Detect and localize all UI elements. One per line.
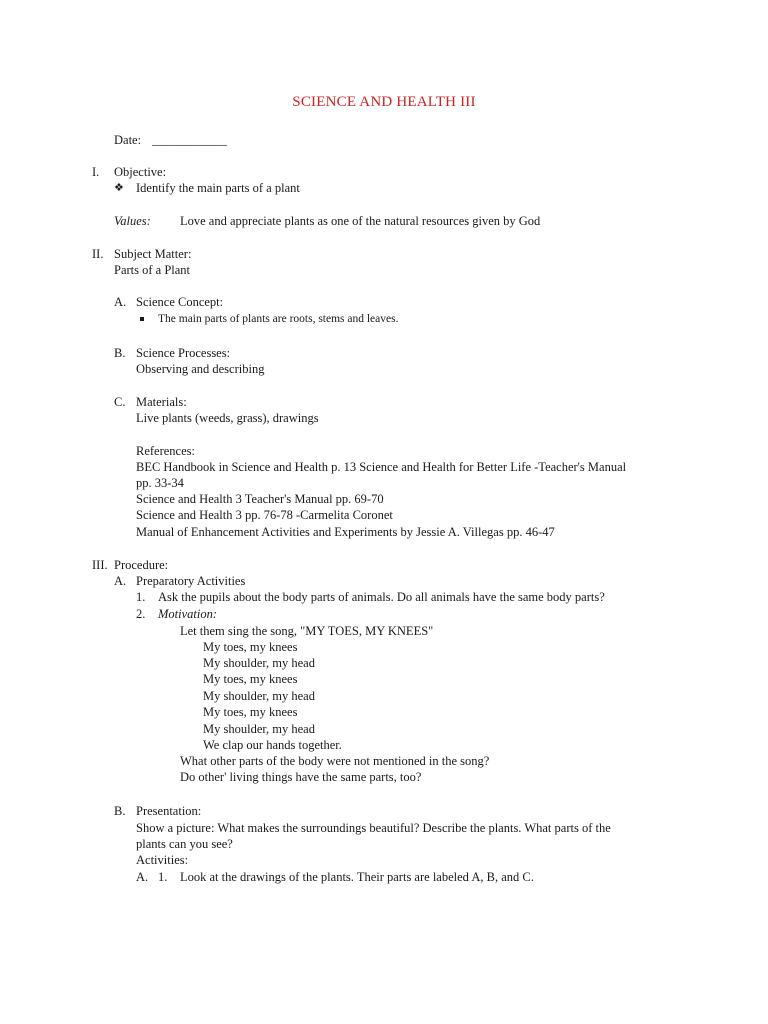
presentation-text: plants can you see? bbox=[136, 837, 233, 851]
activity-text: Look at the drawings of the plants. Their parts are labeled A, B, and C. bbox=[180, 870, 534, 884]
presentation-heading: Presentation: bbox=[136, 804, 202, 818]
motivation-label: Motivation: bbox=[158, 607, 218, 621]
reference-line: Science and Health 3 Teacher's Manual pp. 69-70 bbox=[136, 492, 384, 506]
square-bullet-icon bbox=[140, 311, 148, 327]
document-title: SCIENCE AND HEALTH III bbox=[292, 94, 476, 110]
follow-up-question: Do other' living things have the same parts, too? bbox=[180, 770, 422, 784]
song-line: My toes, my knees bbox=[203, 640, 298, 654]
section-number-subject-matter: II. bbox=[92, 247, 104, 261]
references-heading: References: bbox=[136, 444, 195, 458]
science-processes-heading: Science Processes: bbox=[136, 346, 231, 360]
science-processes-text: Observing and describing bbox=[136, 362, 265, 376]
song-line: My shoulder, my head bbox=[203, 656, 315, 670]
song-line: My shoulder, my head bbox=[203, 689, 315, 703]
values-label: Values: bbox=[114, 214, 151, 228]
date-label: Date: bbox=[114, 133, 142, 147]
section-number-objective: I. bbox=[92, 165, 100, 179]
procedure-letter-a: A. bbox=[114, 574, 127, 588]
song-line: My toes, my knees bbox=[203, 672, 298, 686]
subject-matter-topic: Parts of a Plant bbox=[114, 263, 191, 277]
science-concept-heading: Science Concept: bbox=[136, 295, 224, 309]
song-line: We clap our hands together. bbox=[203, 738, 342, 752]
follow-up-question: What other parts of the body were not mentioned in the song? bbox=[180, 754, 490, 768]
subsection-letter-b: B. bbox=[114, 346, 126, 360]
song-intro: Let them sing the song, "MY TOES, MY KNEES" bbox=[180, 624, 434, 638]
step-number-1: 1. bbox=[136, 590, 146, 604]
presentation-text: Show a picture: What makes the surroundings beautiful? Describe the plants. What parts of the bbox=[136, 821, 611, 835]
diamond-bullet-icon: ❖ bbox=[114, 182, 124, 194]
science-concept-item: The main parts of plants are roots, stems and leaves. bbox=[158, 313, 399, 325]
section-number-procedure: III. bbox=[92, 558, 108, 572]
reference-line: Manual of Enhancement Activities and Experiments by Jessie A. Villegas pp. 46-47 bbox=[136, 525, 555, 539]
reference-line: Science and Health 3 pp. 76-78 -Carmelita Coronet bbox=[136, 508, 393, 522]
materials-heading: Materials: bbox=[136, 395, 187, 409]
reference-line: pp. 33-34 bbox=[136, 476, 184, 490]
reference-line: BEC Handbook in Science and Health p. 13 Science and Health for Better Life -Teacher's Manual bbox=[136, 460, 627, 474]
procedure-heading: Procedure: bbox=[114, 558, 169, 572]
materials-text: Live plants (weeds, grass), drawings bbox=[136, 411, 319, 425]
activity-letter: A. bbox=[136, 870, 149, 884]
preparatory-activities-heading: Preparatory Activities bbox=[136, 574, 246, 588]
values-text: Love and appreciate plants as one of the natural resources given by God bbox=[180, 214, 541, 228]
objective-item: Identify the main parts of a plant bbox=[136, 181, 300, 195]
subsection-letter-a: A. bbox=[114, 295, 127, 309]
activity-number: 1. bbox=[158, 870, 168, 884]
song-line: My toes, my knees bbox=[203, 705, 298, 719]
objective-heading: Objective: bbox=[114, 165, 167, 179]
activities-heading: Activities: bbox=[136, 853, 189, 867]
song-line: My shoulder, my head bbox=[203, 722, 315, 736]
subject-matter-heading: Subject Matter: bbox=[114, 247, 192, 261]
date-blank: ____________ bbox=[152, 133, 227, 147]
step-1-text: Ask the pupils about the body parts of animals. Do all animals have the same body parts? bbox=[158, 590, 605, 604]
subsection-letter-c: C. bbox=[114, 395, 126, 409]
step-number-2: 2. bbox=[136, 607, 146, 621]
procedure-letter-b: B. bbox=[114, 804, 126, 818]
